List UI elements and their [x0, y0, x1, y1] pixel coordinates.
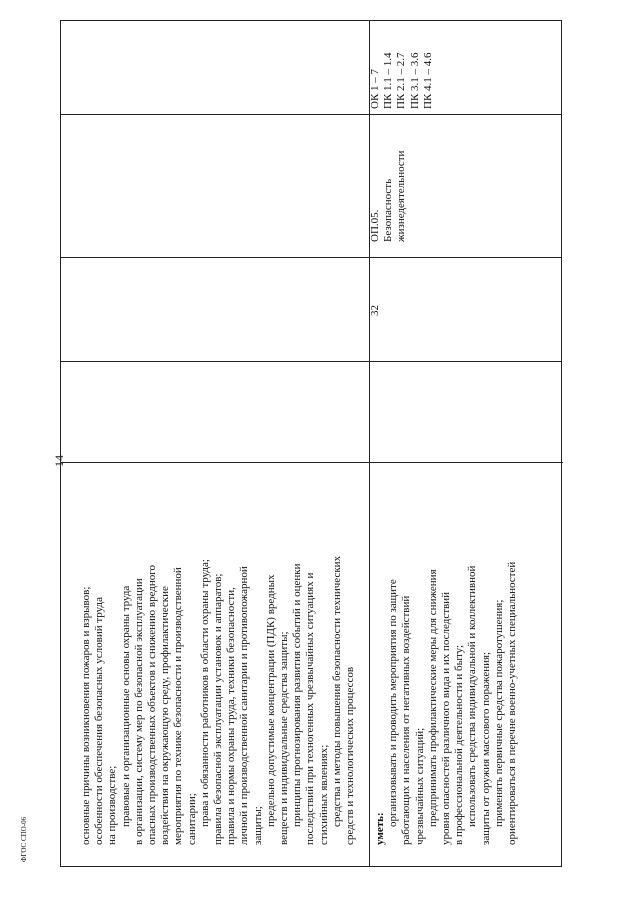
- knowledge-item: средства и методы повышения безопасности технических: [330, 555, 343, 827]
- knowledge-item: правила безопасной эксплуатации установок и аппаратов;: [212, 573, 225, 845]
- skills-item: предпринимать профилактические меры для снижения: [426, 569, 439, 827]
- knowledge-item: опасных производственных объектов и снижению вредного: [146, 564, 159, 845]
- skills-item: в профессиональной деятельности и быту;: [453, 644, 466, 845]
- page-number: 14: [52, 455, 66, 467]
- skills-list: [374, 562, 519, 845]
- competency-item: ПК 1.1 – 1.4: [382, 52, 395, 109]
- skills-item: чрезвычайных ситуаций;: [413, 727, 426, 845]
- discipline-code: ОП.05.: [369, 209, 381, 242]
- knowledge-item: основные причины возникновения пожаров и взрывов;: [80, 586, 92, 845]
- knowledge-item: мероприятия по технике безопасности и производственной: [172, 567, 185, 845]
- skills-item: ориентироваться в перечне военно-учетных специальностей: [506, 561, 519, 845]
- knowledge-item: стихийных явлениях;: [317, 744, 330, 845]
- discipline-name: жизнедеятельности: [395, 150, 408, 242]
- knowledge-item: принципы прогнозирования развития событий и оценки: [291, 563, 304, 827]
- knowledge-item: на производстве;: [106, 765, 119, 845]
- footer-code: ФГОС СПО-06: [20, 816, 28, 862]
- competency-item: ПК 3.1 – 3.6: [408, 52, 421, 109]
- knowledge-item: санитарии;: [185, 793, 198, 845]
- knowledge-item: правовые и организационные основы охраны труда: [119, 585, 132, 827]
- skills-item: применять первичные средства пожаротушения;: [492, 599, 505, 827]
- knowledge-item: в организации, систему мер по безопасной эксплуатации: [132, 578, 145, 845]
- skills-item: организовывать и проводить мероприятия по защите: [387, 579, 400, 827]
- discipline-cell: [369, 151, 409, 242]
- knowledge-item: последствий при техногенных чрезвычайных ситуациях и: [304, 572, 317, 845]
- knowledge-item: предельно допустимые концентрации (ПДК) вредных: [264, 574, 277, 827]
- competency-item: ПК 2.1 – 2.7: [395, 52, 408, 109]
- skills-item: уровня опасностей различного вида и их последствий: [440, 591, 453, 845]
- table-divider: [61, 361, 561, 362]
- knowledge-item: защиты;: [251, 806, 264, 845]
- knowledge-item: права и обязанности работников в области охраны труда;: [198, 559, 211, 827]
- skills-item: использовать средства индивидуальной и коллективной: [466, 565, 479, 827]
- discipline-name: Безопасность: [382, 178, 395, 242]
- competencies-cell: [369, 52, 435, 109]
- skills-item: защиты от оружия массового поражения;: [479, 651, 492, 845]
- table-divider: [369, 462, 563, 463]
- table-divider: [61, 257, 561, 258]
- competency-item: ПК 4.1 – 4.6: [421, 52, 434, 109]
- hours-value: 32: [369, 305, 381, 316]
- table-divider: [369, 21, 370, 866]
- knowledge-item: особенности обеспечения безопасных условий труда: [93, 597, 106, 845]
- knowledge-item: личной и производственной санитарии и противопожарной: [238, 566, 251, 845]
- knowledge-list: [80, 556, 357, 845]
- knowledge-item: правила и нормы охраны труда, техники безопасности,: [225, 587, 238, 845]
- knowledge-item: воздействия на окружающую среду, профилактические: [159, 586, 172, 845]
- skills-heading: уметь:: [374, 812, 386, 845]
- knowledge-item: средств и технологических процессов: [344, 666, 357, 845]
- table-divider: [61, 114, 561, 115]
- skills-item: работающих и населения от негативных воздействий: [400, 595, 413, 845]
- competency-item: ОК 1 – 7: [369, 68, 381, 109]
- knowledge-item: веществ и индивидуальные средства защиты;: [278, 631, 291, 845]
